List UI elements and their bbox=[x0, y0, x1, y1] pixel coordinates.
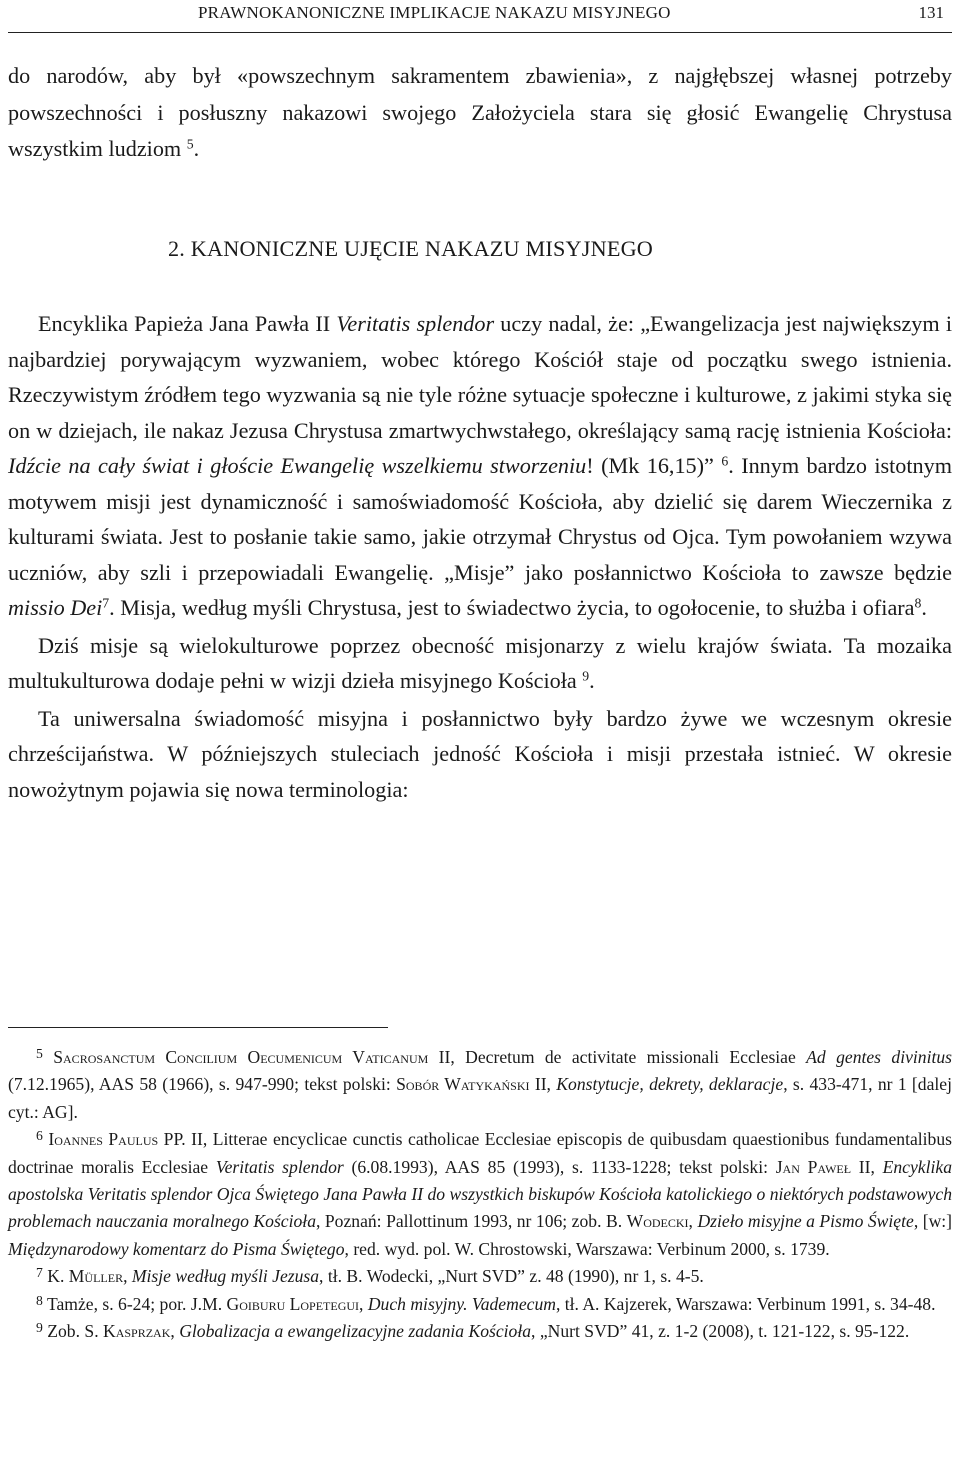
footnote-ref-6[interactable]: 6 bbox=[721, 453, 729, 469]
footnote-ref-8[interactable]: 8 bbox=[914, 595, 922, 611]
intro-block bbox=[8, 58, 952, 168]
footnote-ref-9[interactable]: 9 bbox=[582, 668, 590, 684]
footnote-number: 6 bbox=[36, 1128, 43, 1144]
footnote-ref-5[interactable]: 5 bbox=[186, 136, 194, 152]
footnote-7: $^7$ K. Müller, Misje według myśli Jezusa, tł. B. Wodecki, „Nurt SVD” z. 48 (1990), nr 1, s. 4-5. bbox=[36, 1265, 704, 1287]
footnote-6: $^6$ Ioannes Paulus PP. II, Litterae encyclicae cunctis catholicae Ecclesiae episcopis de quibusdam quaestionibus fundamentalibus doctrinae moralis Ecclesiae Veritatis splendor (6.08.1993), AAS 85 (1993), s. 1133-1228; tekst polski: Jan Paweł II, Encyklika apostolska Veritatis splendor Ojca Świętego Jana Pawła II do wszystkich biskupów Kościoła katolickiego o niektórych podstawowych problemach nauczania moralnego Kościoła, Poznań: Pallottinum 1993, nr 106; zob. B. Wodecki, Dzieło misyjne a Pismo Święte, [w:] Międzynarodowy komentarz do Pisma Świętego, red. wyd. pol. W. Chrostowski, Warszawa: Verbinum 2000, s. 1739. bbox=[8, 1128, 953, 1259]
body-text bbox=[8, 306, 952, 809]
section-heading: 2. KANONICZNE UJĘCIE NAKAZU MISYJNEGO bbox=[168, 236, 654, 261]
footnote-8: $^8$ Tamże, s. 6-24; por. J.M. Goiburu Lopetegui, Duch misyjny. Vademecum, tł. A. Kajzerek, Warszawa: Verbinum 1991, s. 34-48. bbox=[36, 1292, 936, 1314]
intro-text: do narodów, aby był «powszechnym sakramentem zbawienia», z najgłębszej własnej potrzeby powszechności i posłuszny nakazowi swojego Założyciela stara się głosić Ewangelię Chrystusa wszystkim ludziom bbox=[8, 63, 952, 162]
paragraph-3: Ta uniwersalna świadomość misyjna i posłannictwo były bardzo żywe we wczesnym okresie chrześcijaństwa. W późniejszych stuleciach jedność Kościoła i misji przestała istnieć. W okresie nowożytnym pojawia się nowa terminologia: bbox=[8, 705, 952, 802]
footnote-5: $^5$ Sacrosanctum Concilium Oecumenicum Vaticanum II, Decretum de activitate missionali Ecclesiae Ad gentes divinitus (7.12.1965), AAS 58 (1966), s. 947-990; tekst polski: Sobór Watykański II, Konstytucje, dekrety, deklaracje, s. 433-471, nr 1 [dalej cyt.: AG]. bbox=[8, 1046, 952, 1122]
italic-title: Veritatis splendor bbox=[336, 311, 495, 336]
footnote-number: 5 bbox=[36, 1046, 43, 1062]
italic-term: missio Dei bbox=[8, 595, 103, 620]
footnote-number: 8 bbox=[36, 1292, 43, 1308]
paragraph-2: Dziś misje są wielokulturowe poprzez obecność misjonarzy z wielu krajów świata. Ta mozaika multukulturowa dodaje pełni w wizji dzieła misyjnego Kościoła $^9$. bbox=[8, 632, 952, 693]
running-header bbox=[8, 0, 952, 33]
footnote-number: 7 bbox=[36, 1265, 43, 1281]
footnote-ref-7[interactable]: 7 bbox=[102, 595, 110, 611]
running-head: PRAWNOKANONICZNE IMPLIKACJE NAKAZU MISYJNEGO bbox=[198, 3, 671, 22]
page-number: 131 bbox=[918, 3, 944, 22]
italic-quote: Idźcie na cały świat i głoście Ewangelię wszelkiemu stworzeniu bbox=[8, 453, 587, 478]
paragraph-1: Encyklika Papieża Jana Pawła II Veritatis splendor uczy nadal, że: „Ewangelizacja jest największym i najbardziej porywającym wyzwaniem, wobec którego Kościół staje od początku swego istnienia. Rzeczywistym źródłem tego wyzwania są nie tyle różne sytuacje społeczne i kulturowe, z jakimi styka się on w dziejach, ile nakaz Jezusa Chrystusa zmartwychwstałego, określający samą rację istnienia Kościoła: Idźcie na cały świat i głoście Ewangelię wszelkiemu stworzeniu! (Mk 16,15)” $^6$. Innym bardzo istotnym motywem misji jest dynamiczność i samoświadomość Kościoła, aby dzielić się darem Wieczernika z kulturami świata. Jest to posłanie takie samo, jakie otrzymał Chrystus od Ojca. Tym powołaniem wzywa uczniów, aby szli i przepowiadali Ewangelię. „Misje” jako posłannictwo Kościoła to zawsze będzie missio Dei$^7$. Misja, według myśli Chrystusa, jest to świadectwo życia, to ogołocenie, to służba i ofiara$^8$. bbox=[8, 311, 953, 620]
footnote-9: $^9$ Zob. S. Kasprzak, Globalizacja a ewangelizacyjne zadania Kościoła, „Nurt SVD” 41, z. 1-2 (2008), t. 121-122, s. 95-122. bbox=[36, 1320, 910, 1342]
footnote-rule bbox=[8, 1027, 388, 1028]
intro-paragraph: do narodów, aby był «powszechnym sakramentem zbawienia», z najgłębszej własnej potrzeby powszechności i posłuszny nakazowi swojego Założyciela stara się głosić Ewangelię Chrystusa wszystkim ludziom $^5$. bbox=[8, 63, 952, 162]
footnotes bbox=[8, 1044, 952, 1345]
footnote-number: 9 bbox=[36, 1320, 43, 1336]
